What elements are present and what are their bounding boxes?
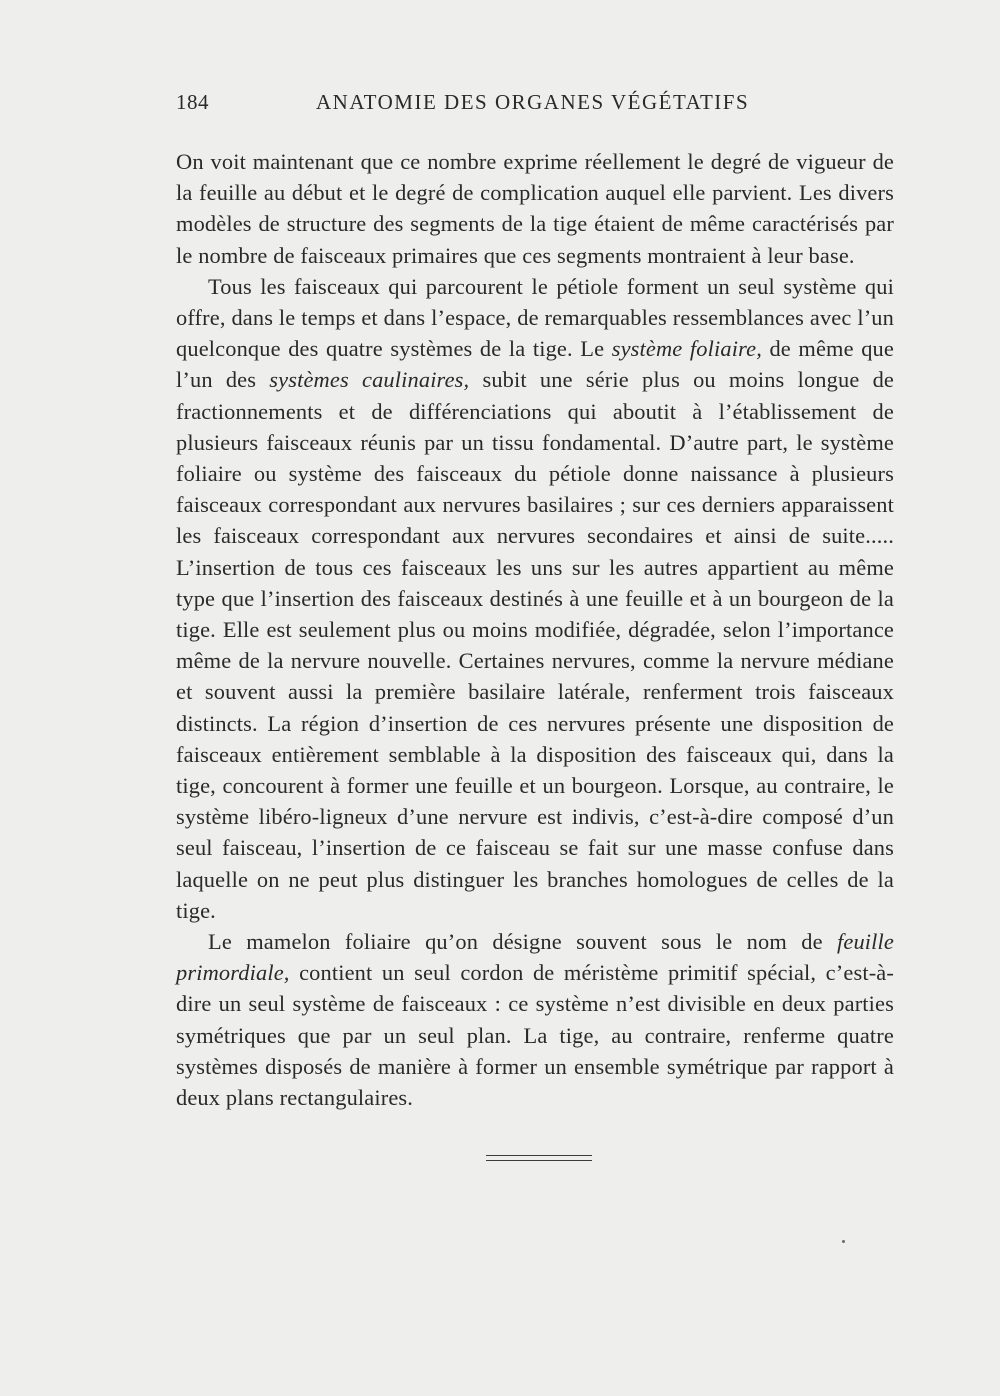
italic-term-feuille-primordiale: feuille primordiale,: [176, 929, 894, 986]
section-end-rule: [486, 1155, 592, 1161]
paragraph-1: [176, 146, 894, 271]
italic-term-systeme-foliaire: système foliaire,: [611, 336, 762, 362]
running-title: ANATOMIE DES ORGANES VÉGÉTATIFS: [316, 90, 750, 114]
running-head: [176, 90, 896, 122]
italic-term-systemes-caulinaires: systèmes caulinaires,: [269, 367, 470, 393]
paragraph-3: [176, 926, 894, 1113]
paragraph-text: de même que l’un des: [176, 336, 894, 393]
paragraph-text: contient un seul cordon de méristème primitif spécial, c’est-à-dire un seul système de faisceaux : ce système n’est divisible en deux parties symétriques que par un seul plan. La tige, au contraire, renferme quatre systèmes disposés de manière à former un ensemble symétrique par rapport à deux plans rectangulaires.: [176, 960, 894, 1111]
paragraph-2: [176, 271, 894, 926]
paragraph-text: subit une série plus ou moins longue de fractionnements et de différenciations qui aboutit à l’établissement de plusieurs faisceaux réunis par un tissu fondamental. D’autre part, le système foliaire ou système des faisceaux du pétiole donne naissance à plusieurs faisceaux correspondant aux nervures basilaires ; sur ces derniers apparaissent les faisceaux correspondant aux nervures secondaires et ainsi de suite..... L’insertion de tous ces faisceaux les uns sur les autres appartient au même type que l’insertion des faisceaux destinés à une feuille et à un bourgeon de la tige. Elle est seulement plus ou moins modifiée, dégradée, selon l’importance même de la nervure nouvelle. Certaines nervures, comme la nervure médiane et souvent aussi la première basilaire latérale, renferment trois faisceaux distincts. La région d’insertion de ces nervures présente une disposition de faisceaux entièrement semblable à la disposition des faisceaux qui, dans la tige, concourent à former une feuille et un bourgeon. Lorsque, au contraire, le système libéro-ligneux d’une nervure est indivis, c’est-à-dire composé d’un seul faisceau, l’insertion de ce faisceau se fait sur une masse confuse dans laquelle on ne peut plus distinguer les branches homologues de celles de la tige.: [176, 367, 894, 923]
paragraph-text: Tous les faisceaux qui parcourent le pétiole forment un seul système qui offre, dans le temps et dans l’espace, de remarquables ressemblances avec l’un quelconque des quatre systèmes de la tige. Le: [176, 273, 894, 362]
page-number: 184: [176, 90, 209, 114]
paper-speck: [842, 1240, 845, 1243]
paragraph-text: On voit maintenant que ce nombre exprime réellement le degré de vigueur de la feuille au début et le degré de complication auquel elle parvient. Les divers modèles de structure des segments de la tige étaient de même caractérisés par le nombre de faisceaux primaires que ces segments montraient à leur base.: [176, 149, 894, 268]
paragraph-text: Le mamelon foliaire qu’on désigne souvent sous le nom de: [208, 929, 837, 955]
body-text: [176, 146, 894, 1113]
